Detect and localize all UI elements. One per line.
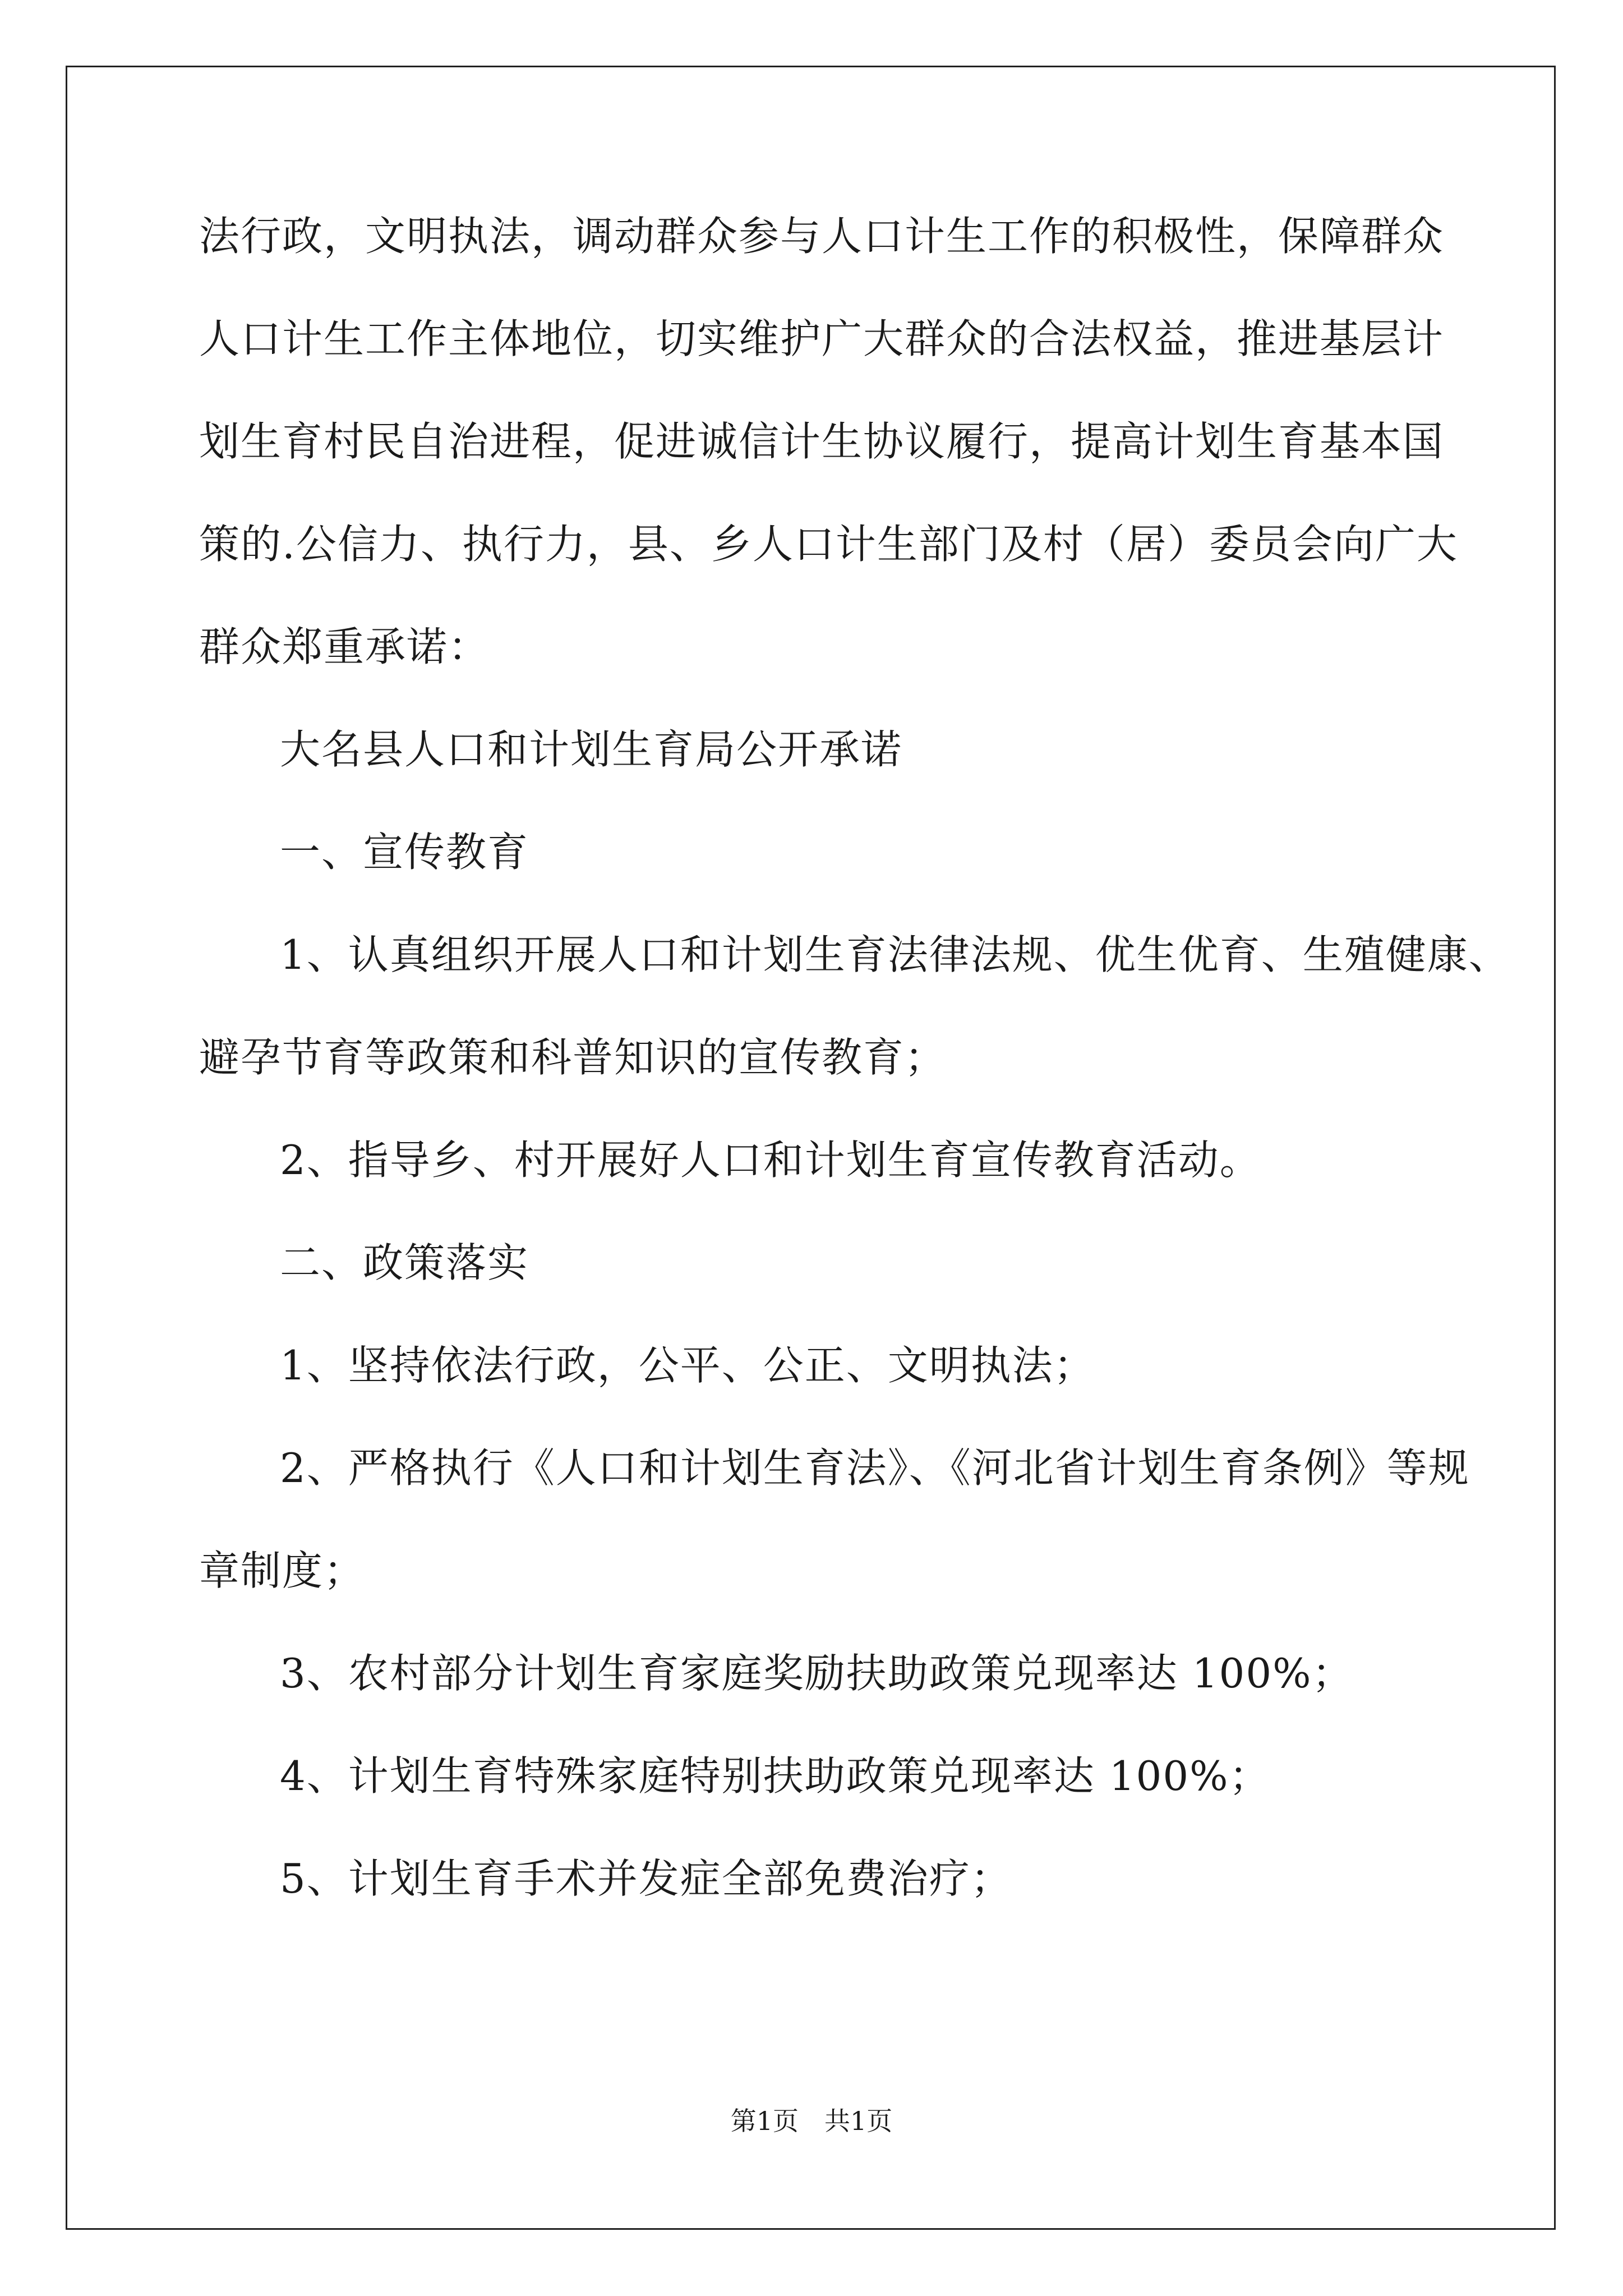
section-heading: 一、宣传教育	[280, 829, 529, 876]
text-line: 4、计划生育特殊家庭特别扶助政策兑现率达 100%；	[280, 1752, 1271, 1800]
text-line: 避孕节育等政策和科普知识的宣传教育；	[199, 1034, 947, 1081]
text-line: 2、指导乡、村开展好人口和计划生育宣传教育活动。	[280, 1137, 1261, 1184]
page-footer	[0, 2101, 1623, 2138]
text-line: 群众郑重承诺：	[199, 623, 490, 670]
text-line: 人口计生工作主体地位，切实维护广大群众的合法权益，推进基层计	[199, 315, 1445, 362]
text-line: 3、农村部分计划生育家庭奖励扶助政策兑现率达 100%；	[280, 1650, 1354, 1697]
text-line: 法行政，文明执法，调动群众参与人口计生工作的积极性，保障群众	[199, 213, 1445, 260]
page-number: 第1页	[730, 2106, 799, 2136]
text-line: 章制度；	[199, 1547, 366, 1594]
document-body	[199, 185, 1510, 1930]
text-line: 1、认真组织开展人口和计划生育法律法规、优生优育、生殖健康、	[280, 931, 1510, 978]
page-count: 共1页	[824, 2106, 893, 2136]
text-line: 2、严格执行《人口和计划生育法》、《河北省计划生育条例》等规	[280, 1444, 1470, 1492]
section-title: 大名县人口和计划生育局公开承诺	[280, 726, 903, 773]
text-line: 1、坚持依法行政，公平、公正、文明执法；	[280, 1342, 1095, 1389]
section-heading: 二、政策落实	[280, 1239, 529, 1286]
text-line: 划生育村民自治进程，促进诚信计生协议履行，提高计划生育基本国	[199, 418, 1445, 465]
text-line: 5、计划生育手术并发症全部免费治疗；	[280, 1855, 1012, 1902]
text-line: 策的.公信力、执行力，县、乡人口计生部门及村（居）委员会向广大	[199, 521, 1458, 568]
